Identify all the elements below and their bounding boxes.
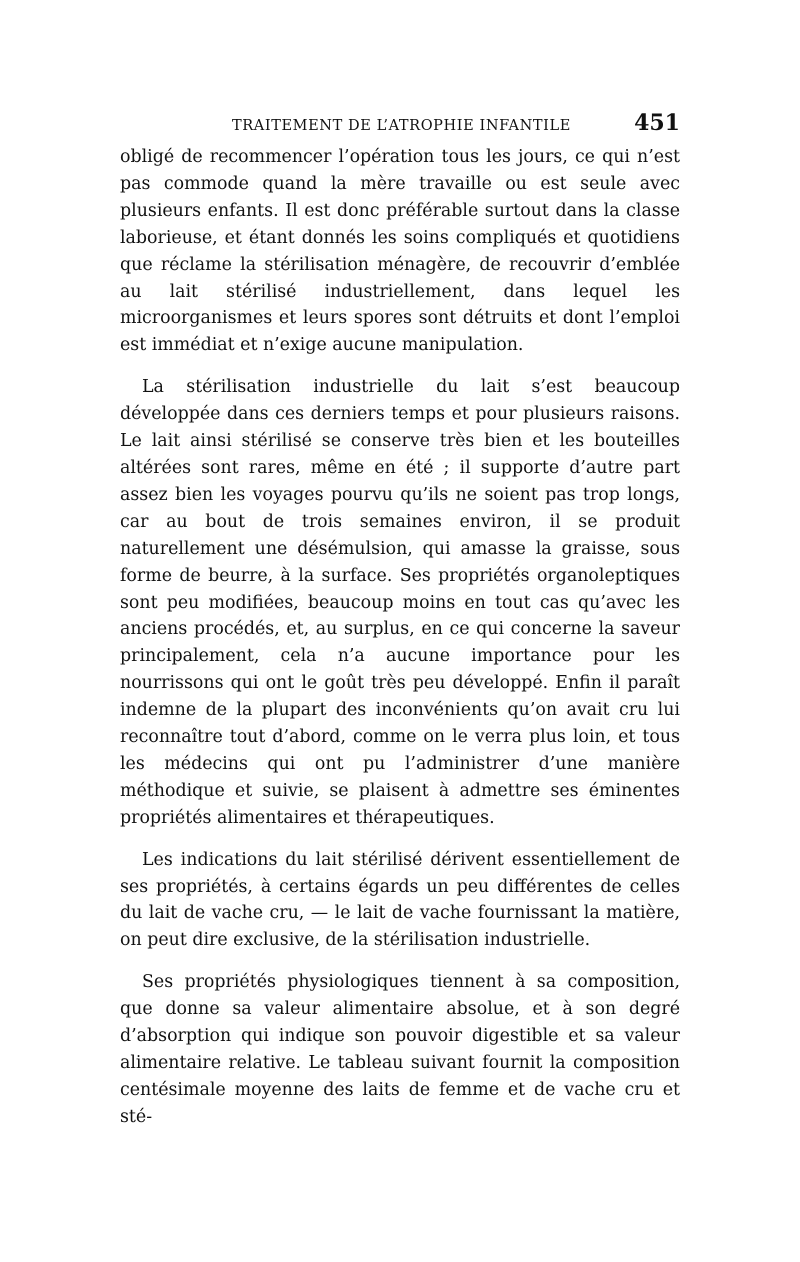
paragraph-3: Les indications du lait stérilisé dérivent essentiellement de ses propriétés, à certains égards un peu différentes de celles du lait de vache cru, — le lait de vache fournissant la matière, on peut dire exclusive, de la stérilisation industrielle.: [120, 849, 680, 951]
paragraph-2: La stérilisation industrielle du lait s’est beaucoup développée dans ces derniers temps et pour plusieurs raisons. Le lait ainsi stérilisé se conserve très bien et les bouteilles altérées sont rares, même en été ; il supporte d’autre part assez bien les voyages pourvu qu’ils ne soient pas trop longs, car au bout de trois semaines environ, il se produit naturellement une désémulsion, qui amasse la graisse, sous forme de beurre, à la surface. Ses propriétés organoleptiques sont peu modifiées, beaucoup moins en tout cas qu’avec les anciens procédés, et, au surplus, en ce qui concerne la saveur principalement, cela n’a aucune importance pour les nourrissons qui ont le goût très peu développé. Enfin il paraît indemne de la plupart des inconvénients qu’on avait cru lui reconnaître tout d’abord, comme on le verra plus loin, et tous les médecins qui ont pu l’administrer d’une manière méthodique et suivie, se plaisent à admettre ses éminentes propriétés alimentaires et thérapeutiques.: [120, 377, 680, 828]
paragraph-1: obligé de recommencer l’opération tous les jours, ce qui n’est pas commode quand la mère travaille ou est seule avec plusieurs enfants. Il est donc préférable surtout dans la classe laborieuse, et étant donnés les soins compliqués et quotidiens que réclame la stérilisation ménagère, de recouvrir d’emblée au lait stérilisé industriellement, dans lequel les microorganismes et leurs spores sont détruits et dont l’emploi est immédiat et n’exige aucune manipulation.: [120, 147, 680, 356]
running-header: [120, 110, 680, 144]
book-page: [120, 110, 680, 1146]
running-title: TRAITEMENT DE L’ATROPHIE INFANTILE: [232, 118, 571, 134]
body-text: [120, 144, 680, 1131]
page-number: 451: [634, 110, 680, 136]
paragraph-4: Ses propriétés physiologiques tiennent à sa composition, que donne sa valeur alimentaire absolue, et à son degré d’absorption qui indique son pouvoir digestible et sa valeur alimentaire relative. Le tableau suivant fournit la composition centésimale moyenne des laits de femme et de vache cru et sté-: [120, 972, 680, 1127]
